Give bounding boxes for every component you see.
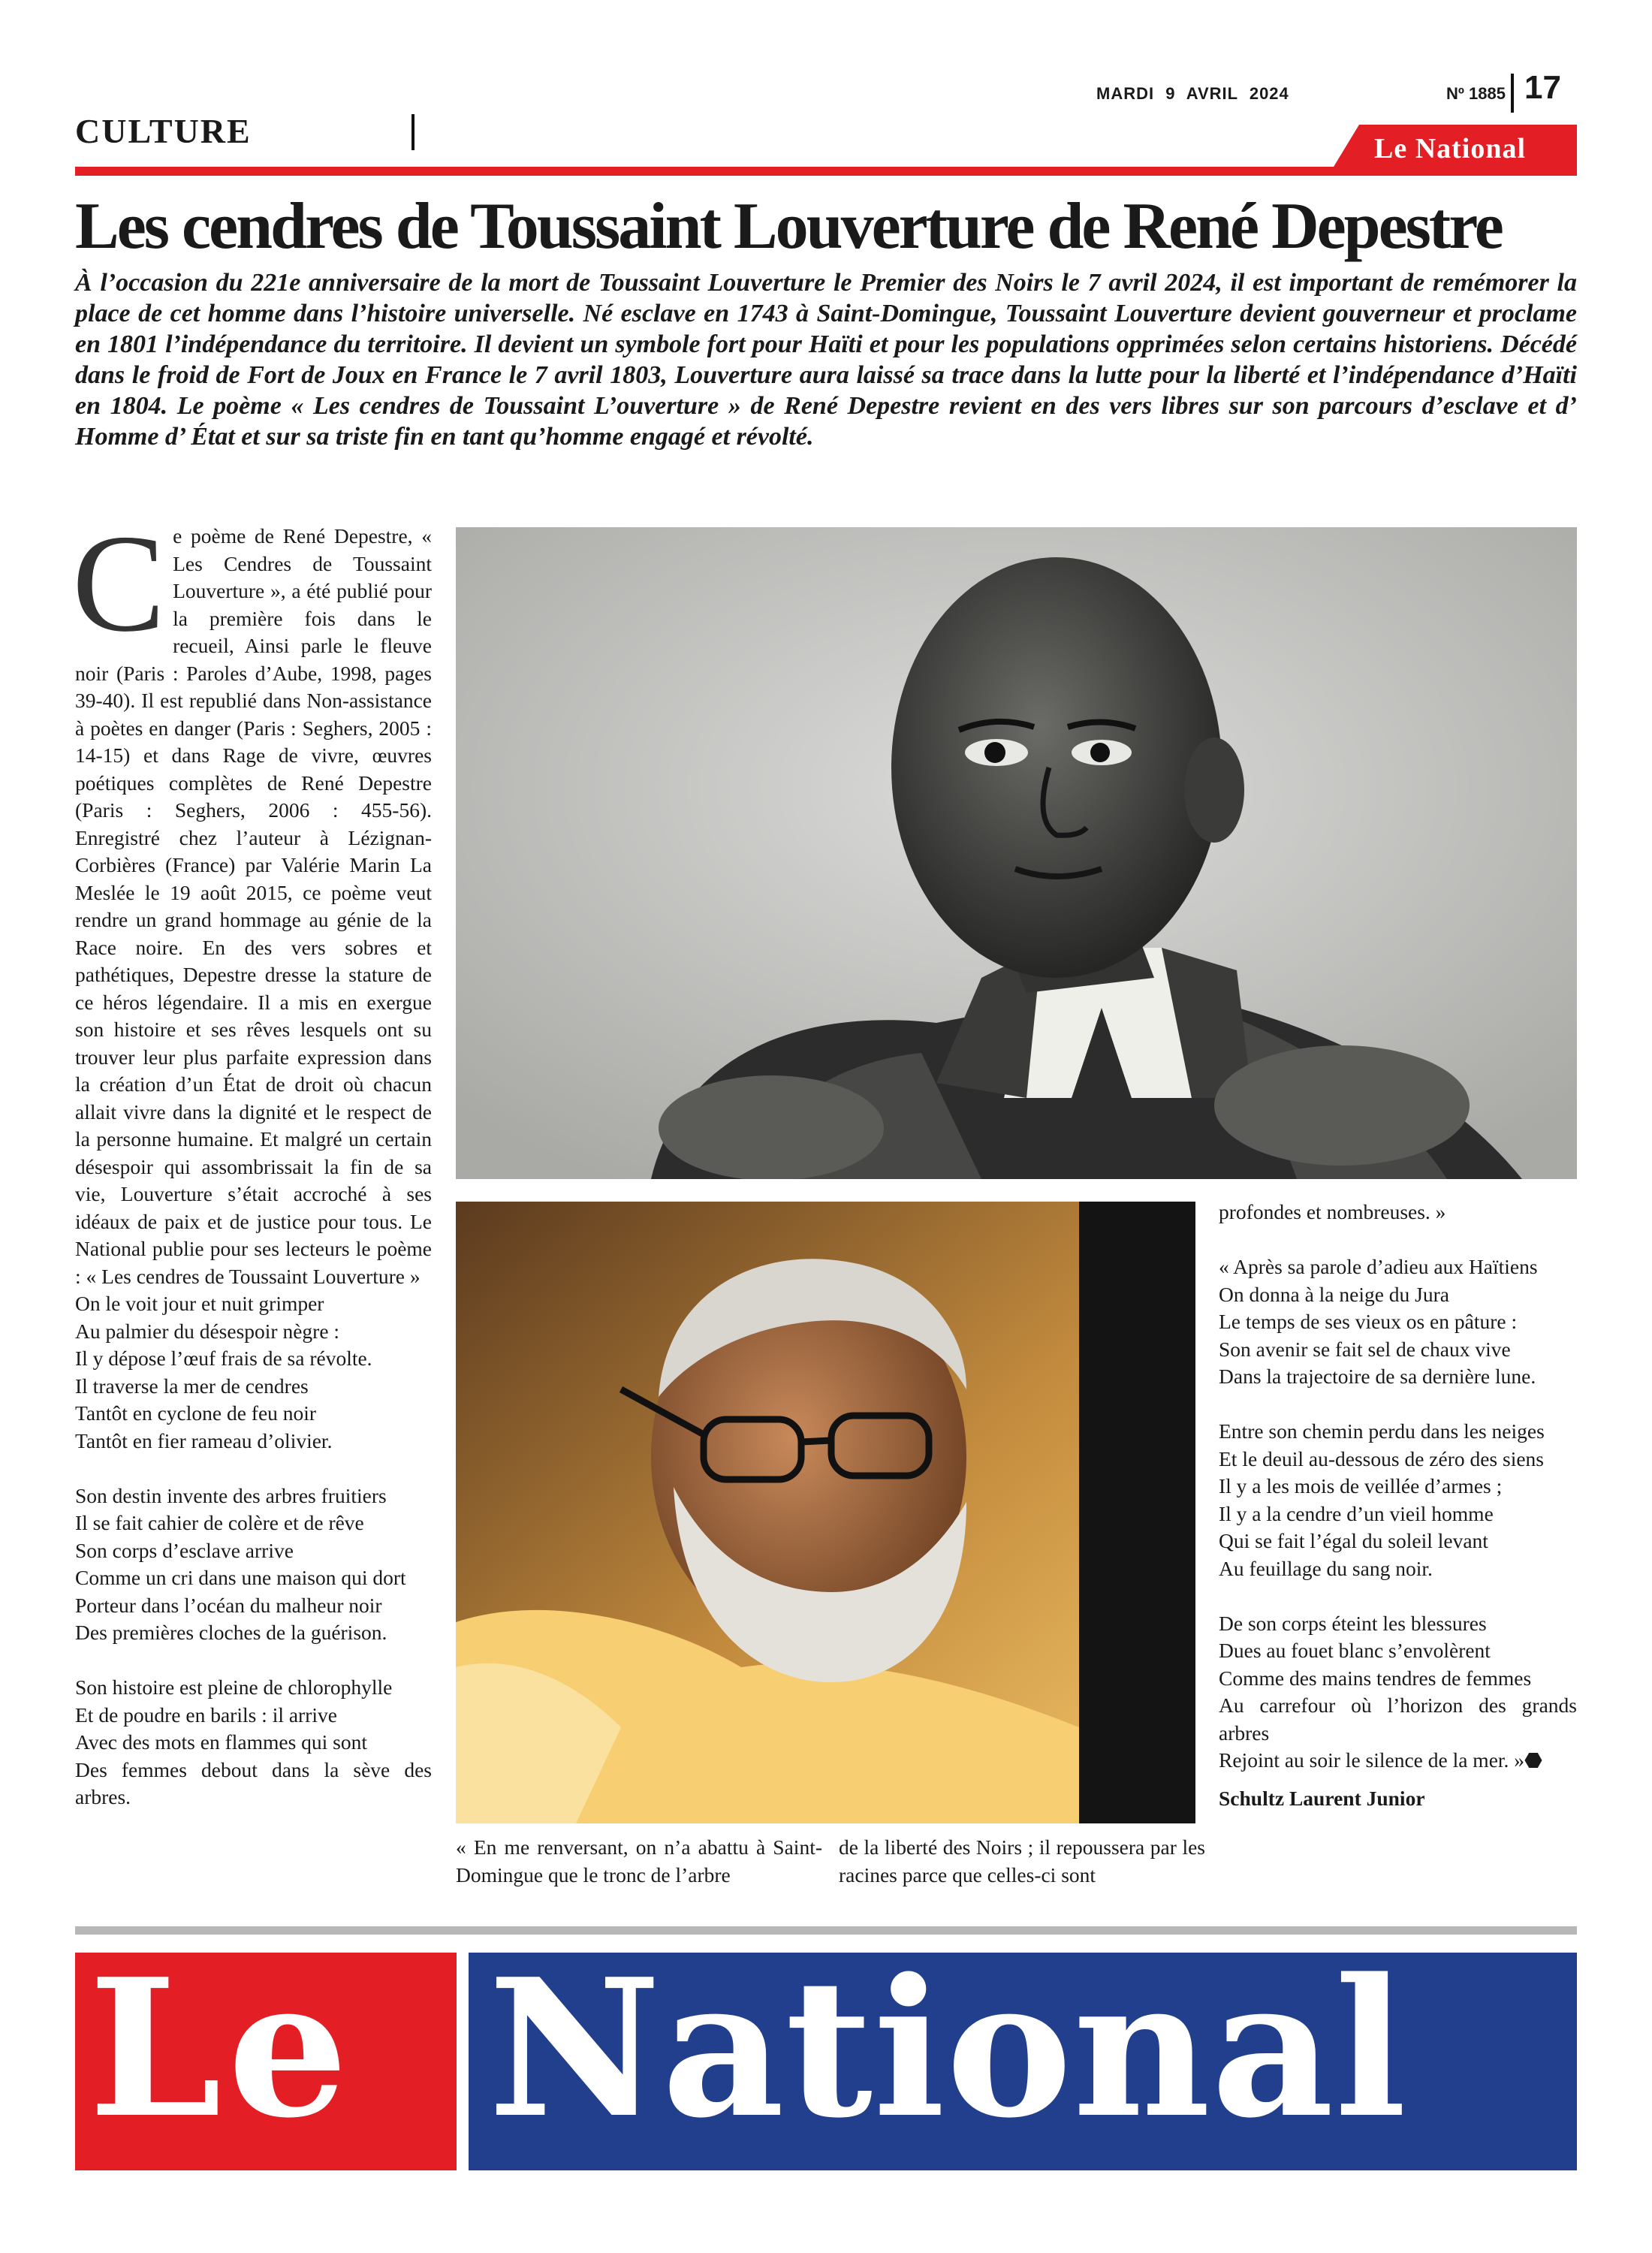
poem-line: « Après sa parole d’adieu aux Haïtiens	[1219, 1255, 1538, 1278]
header-rule	[75, 167, 1577, 176]
poem-line: Comme un cri dans une maison qui dort	[75, 1566, 406, 1589]
poem-line: Et de poudre en barils : il arrive	[75, 1703, 337, 1727]
portrait-illustration	[456, 527, 1577, 1179]
rene-depestre-photo	[456, 1202, 1195, 1823]
poem-line: Il y dépose l’œuf frais de sa révolte.	[75, 1347, 372, 1370]
poem-line: Des femmes debout dans la sève des arbres.	[75, 1757, 432, 1808]
stanza-3	[75, 1674, 432, 1811]
poem-line: Il se fait cahier de colère et de rêve	[75, 1511, 364, 1534]
stanza-5	[1219, 1418, 1577, 1582]
poem-line: Qui se fait l’égal du soleil levant	[1219, 1529, 1488, 1552]
section-title: CULTURE	[75, 112, 252, 150]
footer-rule	[75, 1926, 1577, 1935]
intro-text: e poème de René Depestre, « Les Cendres de Toussaint Louverture », a été publié pour la première fois dans le recueil, Ainsi parle le fleuve noir (Paris : Paroles d’Aube, 1998, pages 39-40). Il est republié dans Non-assistance à poètes en danger (Paris : Seghers, 2005 : 14-15) et dans Rage de vivre, œuvres poétiques complètes de René Depestre (Paris : Seghers, 2006 : 455-56). Enregistré chez l’auteur à Lézignan-Corbières (France) par Valérie Marin La Meslée le 19 août 2015, ce poème veut rendre un grand hommage au génie de la Race noire. En des vers sobres et pathétiques, Depestre dresse la stature de ce héros légendaire. Il a mis en exergue son histoire et ses rêves lesquels ont su trouver leur plus parfaite expression dans la création d’un État de droit où chacun allait vivre dans la dignité et le respect de la personne humaine. Et malgré un certain désespoir qui assombrissait la fin de sa vie, Louverture s’était accroché à ses idéaux de paix et de justice pour tous. Le National publie pour ses lecteurs le poème : « Les cendres de Toussaint Louverture »	[75, 524, 432, 1288]
poem-line: De son corps éteint les blessures	[1219, 1611, 1487, 1635]
poem-line: Entre son chemin perdu dans les neiges	[1219, 1419, 1545, 1443]
poem-line: Au feuillage du sang noir.	[1219, 1556, 1433, 1580]
poem-line: Le temps de ses vieux os en pâture :	[1219, 1310, 1518, 1333]
poem-line: Il y a les mois de veillée d’armes ;	[1219, 1474, 1503, 1497]
stanza-6	[1219, 1610, 1577, 1775]
brand-tag: Le National	[1374, 133, 1527, 164]
poem-line: Tantôt en fier rameau d’olivier.	[75, 1428, 333, 1452]
poem-line: Porteur dans l’océan du malheur noir	[75, 1593, 382, 1617]
poem-line: Comme des mains tendres de femmes	[1219, 1666, 1532, 1690]
poem-line-text: Rejoint au soir le silence de la mer. »	[1219, 1748, 1525, 1772]
body-column-3	[1219, 1199, 1577, 1812]
section-divider	[411, 114, 415, 150]
logo-national-text: National	[488, 1938, 1408, 2160]
lede: À l’occasion du 221e anniversaire de la mort de Toussaint Louverture le Premier des Noirs le 7 avril 2024, il est important de remémorer la place de cet homme dans l’histoire universelle. Né esclave en 1743 à Saint-Domingue, Toussaint Louverture devient gouverneur et proclame en 1801 l’indépendance du territoire. Il devient un symbole fort pour Haïti et pour les populations opprimées selon certains historiens. Décédé dans le froid de Fort de Joux en France le 7 avril 1803, Louverture aura laissé sa trace dans la lutte pour la liberté et l’indépendance d’Haïti en 1804. Le poème « Les cendres de Toussaint L’ouverture » de René Depestre revient en des vers libres sur son parcours d’esclave et d’ Homme d’ État et sur sa triste fin en tant qu’homme engagé et révolté.	[75, 269, 1577, 451]
poem-line: Son histoire est pleine de chlorophylle	[75, 1675, 393, 1699]
quote-column-1: « En me renversant, on n’a abattu à Saint-Domingue que le tronc de l’arbre	[456, 1835, 822, 1887]
poem-line: On donna à la neige du Jura	[1219, 1282, 1449, 1306]
stanza-1	[75, 1290, 432, 1455]
poem-line: Au palmier du désespoir nègre :	[75, 1319, 340, 1343]
poem-line: Il y a la cendre d’un vieil homme	[1219, 1501, 1494, 1525]
quote-continuation: profondes et nombreuses. »	[1219, 1200, 1446, 1223]
stanza-2	[75, 1482, 432, 1647]
logo-le-text: Le	[89, 1938, 354, 2160]
poem-line: Son corps d’esclave arrive	[75, 1538, 294, 1562]
poem-line: Dues au fouet blanc s’envolèrent	[1219, 1639, 1491, 1662]
end-mark-icon: ⬣	[1524, 1748, 1543, 1772]
poem-line: Dans la trajectoire de sa dernière lune.	[1219, 1365, 1536, 1388]
author-byline: Schultz Laurent Junior	[1219, 1786, 1425, 1810]
poem-line: Son avenir se fait sel de chaux vive	[1219, 1337, 1511, 1361]
poem-line: On le voit jour et nuit grimper	[75, 1292, 324, 1315]
depestre-photo-illustration	[456, 1202, 1195, 1823]
header-divider	[1511, 74, 1514, 113]
poem-line: Il traverse la mer de cendres	[75, 1374, 309, 1398]
poem-line: Avec des mots en flammes qui sont	[75, 1730, 368, 1754]
poem-line: Au carrefour où l’horizon des grands arbres	[1219, 1694, 1577, 1745]
intro-paragraph	[72, 506, 432, 1290]
page-number: 17	[1524, 69, 1561, 106]
issue-number: Nº 1885	[1446, 84, 1506, 103]
issue-date: MARDI 9 AVRIL 2024	[1096, 84, 1289, 103]
poem-line: Tantôt en cyclone de feu noir	[75, 1401, 317, 1425]
headline: Les cendres de Toussaint Louverture de René Depestre	[75, 190, 1502, 263]
dropcap: C	[72, 506, 166, 661]
poem-line: Et le deuil au-dessous de zéro des siens	[1219, 1446, 1545, 1470]
poem-line: Son destin invente des arbres fruitiers	[75, 1483, 387, 1507]
toussaint-portrait-image	[456, 527, 1577, 1179]
poem-line: Des premières cloches de la guérison.	[75, 1621, 387, 1644]
quote-column-2: de la liberté des Noirs ; il repoussera par les racines parce que celles-ci sont	[839, 1835, 1205, 1887]
poem-line-last	[1219, 1747, 1577, 1775]
body-column-1	[72, 506, 432, 1811]
stanza-4	[1219, 1253, 1577, 1391]
